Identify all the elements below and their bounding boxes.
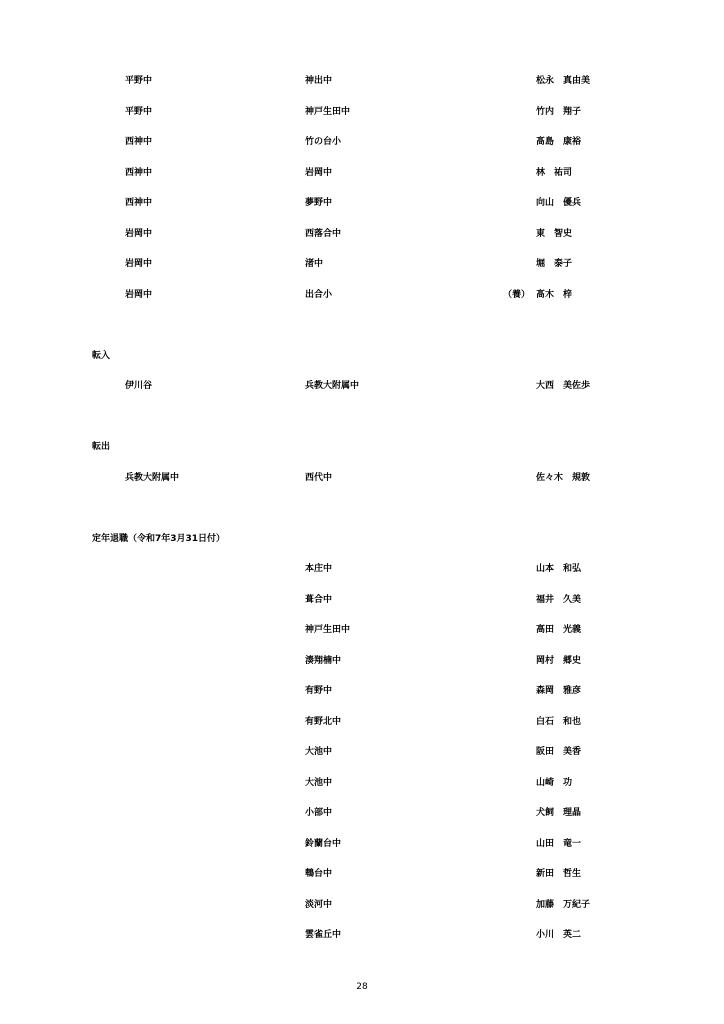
person-name: 大西 美佐歩 bbox=[536, 381, 591, 391]
person-name: 森岡 雅彦 bbox=[536, 686, 582, 696]
section-heading-transfer-out: 転出 bbox=[92, 442, 111, 452]
school: 雲雀丘中 bbox=[305, 930, 342, 940]
to-school: 西落合中 bbox=[305, 229, 342, 239]
person-name: 岡村 郷史 bbox=[536, 656, 582, 666]
person-name: 竹内 翔子 bbox=[536, 107, 582, 117]
person-name: 松永 真由美 bbox=[536, 76, 591, 86]
person-name: 山崎 功 bbox=[536, 778, 573, 788]
person-name: 髙島 康裕 bbox=[536, 137, 582, 147]
personnel-row bbox=[0, 745, 724, 759]
from-school: 岩岡中 bbox=[125, 229, 153, 239]
personnel-row bbox=[0, 593, 724, 607]
person-name: 髙木 梓 bbox=[536, 290, 573, 300]
personnel-row bbox=[0, 867, 724, 881]
school: 大池中 bbox=[305, 778, 333, 788]
person-name: 林 祐司 bbox=[536, 168, 573, 178]
personnel-row bbox=[0, 471, 724, 485]
school: 小部中 bbox=[305, 808, 333, 818]
personnel-row bbox=[0, 105, 724, 119]
school: 鈴蘭台中 bbox=[305, 839, 342, 849]
person-name: 高田 光義 bbox=[536, 625, 582, 635]
to-school: 夢野中 bbox=[305, 198, 333, 208]
to-school: 西代中 bbox=[305, 473, 333, 483]
person-name: 福井 久美 bbox=[536, 595, 582, 605]
from-school: 西神中 bbox=[125, 198, 153, 208]
to-school: 出合小 bbox=[305, 290, 333, 300]
school: 鵯台中 bbox=[305, 869, 333, 879]
page-number: 28 bbox=[356, 982, 368, 992]
person-name: 新田 哲生 bbox=[536, 869, 582, 879]
school: 大池中 bbox=[305, 747, 333, 757]
personnel-row bbox=[0, 379, 724, 393]
personnel-row bbox=[0, 135, 724, 149]
from-school: 平野中 bbox=[125, 76, 153, 86]
school: 神戸生田中 bbox=[305, 625, 351, 635]
section-heading-retirement: 定年退職（令和7年3月31日付） bbox=[92, 534, 226, 544]
personnel-row bbox=[0, 898, 724, 912]
person-name: 犬飼 理晶 bbox=[536, 808, 582, 818]
personnel-row bbox=[0, 715, 724, 729]
personnel-row bbox=[0, 227, 724, 241]
personnel-row bbox=[0, 837, 724, 851]
person-name: 加藤 万紀子 bbox=[536, 900, 591, 910]
person-name: 山田 竜一 bbox=[536, 839, 582, 849]
school: 湊翔楠中 bbox=[305, 656, 342, 666]
to-school: 竹の台小 bbox=[305, 137, 342, 147]
personnel-row bbox=[0, 623, 724, 637]
personnel-row bbox=[0, 806, 724, 820]
person-name: 阪田 美香 bbox=[536, 747, 582, 757]
from-school: 伊川谷 bbox=[125, 381, 153, 391]
personnel-row bbox=[0, 928, 724, 942]
from-school: 兵教大附属中 bbox=[125, 473, 180, 483]
person-name: 佐々木 規敦 bbox=[536, 473, 591, 483]
person-name: 東 智史 bbox=[536, 229, 573, 239]
person-name: 山本 和弘 bbox=[536, 564, 582, 574]
personnel-row bbox=[0, 684, 724, 698]
person-name: 向山 優兵 bbox=[536, 198, 582, 208]
section-heading-transfer-in: 転入 bbox=[92, 351, 111, 361]
personnel-row bbox=[0, 654, 724, 668]
person-name: 堀 泰子 bbox=[536, 259, 573, 269]
personnel-row bbox=[0, 776, 724, 790]
school: 淡河中 bbox=[305, 900, 333, 910]
school: 本庄中 bbox=[305, 564, 333, 574]
school: 有野中 bbox=[305, 686, 333, 696]
personnel-row bbox=[0, 288, 724, 302]
to-school: 岩岡中 bbox=[305, 168, 333, 178]
personnel-row bbox=[0, 196, 724, 210]
from-school: 岩岡中 bbox=[125, 290, 153, 300]
to-school: 兵教大附属中 bbox=[305, 381, 360, 391]
person-name: 白石 和也 bbox=[536, 717, 582, 727]
person-name: 小川 英二 bbox=[536, 930, 582, 940]
school: 葺合中 bbox=[305, 595, 333, 605]
to-school: 神戸生田中 bbox=[305, 107, 351, 117]
from-school: 西神中 bbox=[125, 137, 153, 147]
personnel-row bbox=[0, 166, 724, 180]
to-school: 神出中 bbox=[305, 76, 333, 86]
personnel-row bbox=[0, 257, 724, 271]
from-school: 西神中 bbox=[125, 168, 153, 178]
school: 有野北中 bbox=[305, 717, 342, 727]
personnel-row bbox=[0, 562, 724, 576]
from-school: 岩岡中 bbox=[125, 259, 153, 269]
to-school: 渚中 bbox=[305, 259, 324, 269]
from-school: 平野中 bbox=[125, 107, 153, 117]
note: （養） bbox=[503, 290, 531, 300]
personnel-row bbox=[0, 74, 724, 88]
